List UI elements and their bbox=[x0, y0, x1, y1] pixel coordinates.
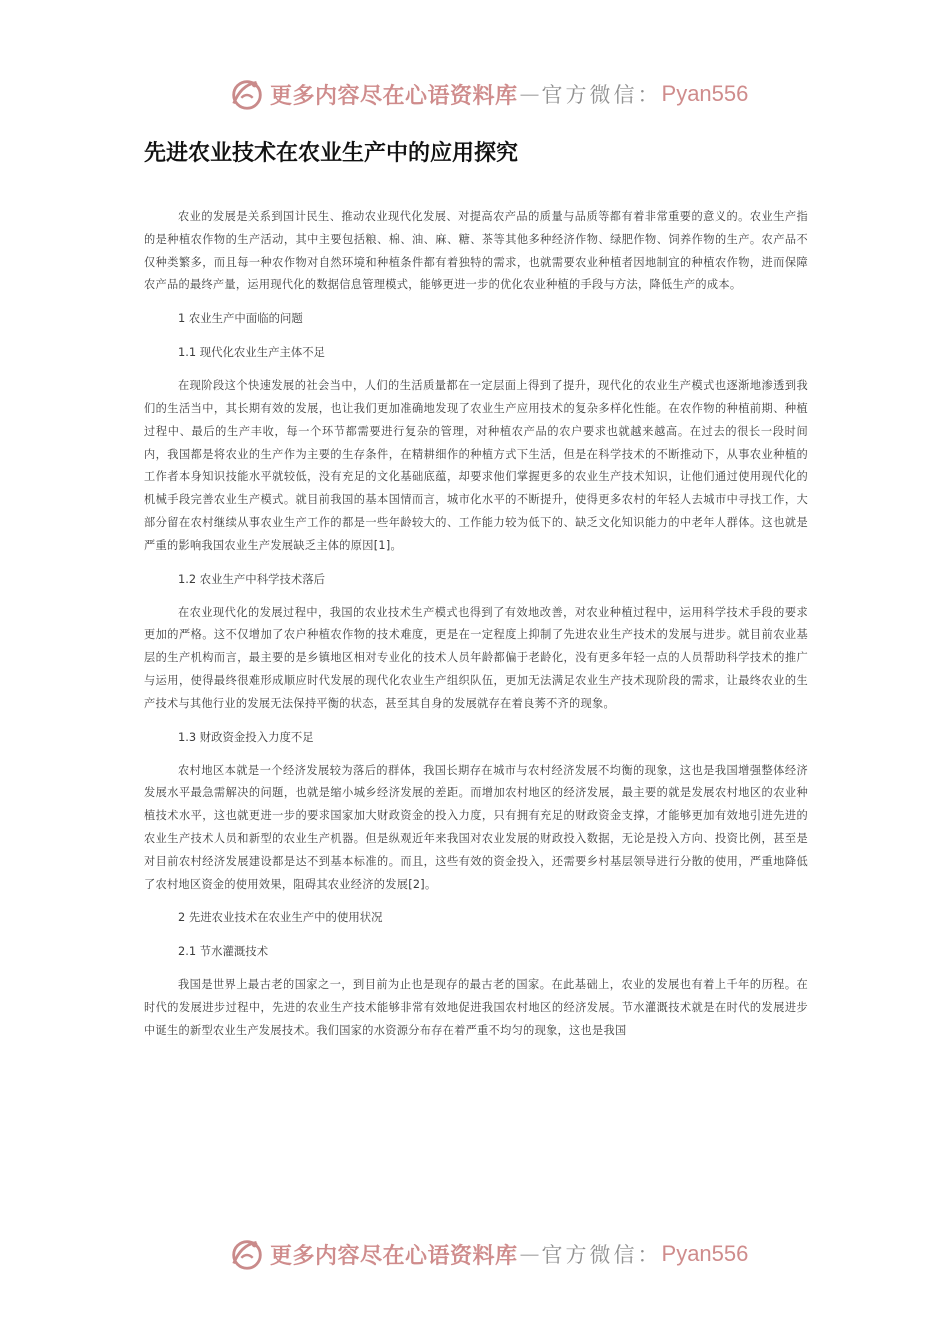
banner-wechat-label: 官方微信： bbox=[541, 1243, 662, 1267]
banner-separator: — bbox=[519, 1242, 540, 1266]
section-heading-1-2: 1.2 农业生产中科学技术落后 bbox=[178, 571, 326, 586]
section-heading-2: 2 先进农业技术在农业生产中的使用状况 bbox=[178, 910, 383, 925]
paragraph-2-1: 我国是世界上最古老的国家之一，到目前为止也是现存的最古老的国家。在此基础上，农业的发展也有着上千年的历程。在时代的发展进步过程中，先进的农业生产技术能够非常有效地促进我国农村地区的经济发展。节水灌溉技术就是在时代的发展进步中诞生的新型农业生产发展技术。我们国家的水资源分布存在着严重不均匀的现象，这也是我国 bbox=[144, 978, 808, 1037]
logo-icon bbox=[228, 1235, 266, 1273]
section-heading-2-1: 2.1 节水灌溉技术 bbox=[178, 944, 269, 959]
banner-text: 更多内容尽在心语资料库 bbox=[270, 82, 518, 109]
document-title: 先进农业技术在农业生产中的应用探究 bbox=[144, 141, 519, 166]
footer-banner bbox=[0, 1232, 950, 1276]
banner-separator: — bbox=[519, 82, 540, 106]
logo-icon bbox=[228, 75, 266, 113]
document-body bbox=[144, 206, 808, 1053]
paragraph-1-2: 在农业现代化的发展过程中，我国的农业技术生产模式也得到了有效地改善，对农业种植过程中，运用科学技术手段的要求更加的严格。这不仅增加了农户种植农作物的技术难度，更是在一定程度上抑制了先进农业生产技术的发展与进步。就目前农业基层的生产机构而言，最主要的是乡镇地区相对专业化的技术人员年龄都偏于老龄化，没有更多年轻一点的人员帮助科学技术的推广与运用，使得最终很难形成顺应时代发展的现代化农业生产组织队伍，更加无法满足农业生产技术现阶段的需求，让最终农业的生产技术与其他行业的发展无法保持平衡的状态，甚至其自身的发展就存在着良莠不齐的现象。 bbox=[144, 605, 808, 710]
banner-wechat-id: Pyan556 bbox=[661, 81, 749, 106]
section-heading-1-3: 1.3 财政资金投入力度不足 bbox=[178, 729, 314, 744]
section-heading-1-1: 1.1 现代化农业生产主体不足 bbox=[178, 345, 326, 360]
paragraph-intro: 农业的发展是关系到国计民生、推动农业现代化发展、对提高农产品的质量与品质等都有着非常重要的意义的。农业生产指的是种植农作物的生产活动，其中主要包括粮、棉、油、麻、糖、茶等其他多种经济作物、绿肥作物、饲养作物的生产。农产品不仅种类繁多，而且每一种农作物对自然环境和种植条件都有着独特的需求，也就需要农业种植者因地制宜的种植农作物，进而保障农产品的最终产量，运用现代化的数据信息管理模式，能够更进一步的优化农业种植的手段与方法，降低生产的成本。 bbox=[144, 210, 808, 292]
banner-text: 更多内容尽在心语资料库 bbox=[270, 1242, 518, 1269]
header-banner bbox=[0, 72, 950, 116]
banner-wechat-label: 官方微信： bbox=[541, 83, 662, 107]
paragraph-1-3: 农村地区本就是一个经济发展较为落后的群体，我国长期存在城市与农村经济发展不均衡的现象，这也是我国增强整体经济发展水平最急需解决的问题，也就是缩小城乡经济发展的差距。而增加农村地区的经济发展，最主要的就是发展农村地区的农业种植技术水平，这也就更进一步的要求国家加大财政资金的投入力度，只有拥有充足的财政资金支撑，才能够更加有效地引进先进的农业生产技术人员和新型的农业生产机器。但是纵观近年来我国对农业发展的财政投入数据，无论是投入方向、投资比例，甚至是对目前农村经济发展建设都是达不到基本标准的。而且，这些有效的资金投入，还需要乡村基层领导进行分散的使用，严重地降低了农村地区资金的使用效果，阻碍其农业经济的发展[2]。 bbox=[144, 763, 808, 891]
banner-wechat-id: Pyan556 bbox=[661, 1241, 749, 1266]
paragraph-1-1: 在现阶段这个快速发展的社会当中，人们的生活质量都在一定层面上得到了提升，现代化的农业生产模式也逐渐地渗透到我们的生活当中，其长期有效的发展，也让我们更加准确地发现了农业生产应用技术的复杂多样化性能。在农作物的种植前期、种植过程中、最后的生产丰收，每一个环节都需要进行复杂的管理，对种植农产品的农户要求也就越来越高。在过去的很长一段时间内，我国都是将农业的生产作为主要的生存条件，在精耕细作的种植方式下生活，但是在科学技术的不断推动下，从事农业种植的工作者本身知识技能水平就较低，没有充足的文化基础底蕴，却要求他们掌握更多的农业生产技术知识，让他们通过使用现代化的机械手段完善农业生产模式。就目前我国的基本国情而言，城市化水平的不断提升，使得更多农村的年轻人去城市中寻找工作，大部分留在农村继续从事农业生产工作的都是一些年龄较大的、工作能力较为低下的、缺乏文化知识能力的中老年人群体。这也就是严重的影响我国农业生产发展缺乏主体的原因[1]。 bbox=[144, 379, 808, 552]
section-heading-1: 1 农业生产中面临的问题 bbox=[178, 311, 303, 326]
